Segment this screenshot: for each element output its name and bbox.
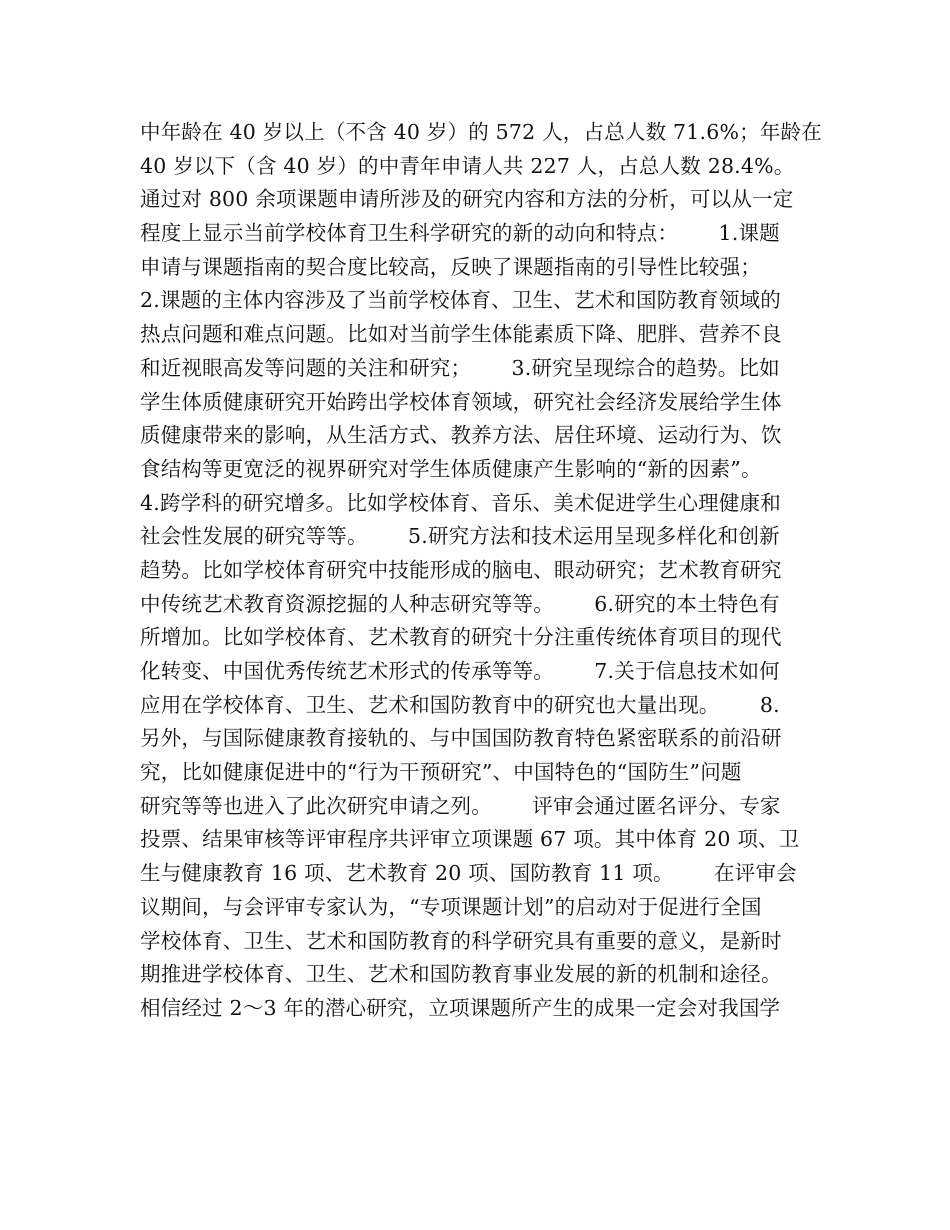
text-line: 申请与课题指南的契合度比较高，反映了课题指南的引导性比较强； <box>140 254 761 279</box>
text-line: 和近视眼高发等问题的关注和研究； 3.研究呈现综合的趋势。比如 <box>140 355 780 380</box>
text-line: 质健康带来的影响，从生活方式、教养方法、居住环境、运动行为、饮 <box>140 423 782 448</box>
text-line: 程度上显示当前学校体育卫生科学研究的新的动向和特点： 1.课题 <box>140 221 780 246</box>
text-line: 化转变、中国优秀传统艺术形式的传承等等。 7.关于信息技术如何 <box>140 659 780 683</box>
text-line: 学生体质健康研究开始跨出学校体育领域，研究社会经济发展给学生体 <box>140 389 782 414</box>
text-line: 通过对 800 余项课题申请所涉及的研究内容和方法的分析，可以从一定 <box>140 187 794 212</box>
text-line: 社会性发展的研究等等。 5.研究方法和技术运用呈现多样化和创新 <box>140 524 780 549</box>
body-text <box>140 116 820 1026</box>
text-line: 相信经过 2～3 年的潜心研究，立项课题所产生的成果一定会对我国学 <box>140 995 781 1020</box>
text-line: 趋势。比如学校体育研究中技能形成的脑电、眼动研究；艺术教育研究 <box>140 557 782 582</box>
text-line: 中传统艺术教育资源挖掘的人种志研究等等。 6.研究的本土特色有 <box>140 591 780 616</box>
text-line: 期推进学校体育、卫生、艺术和国防教育事业发展的新的机制和途径。 <box>140 962 782 987</box>
text-line: 学校体育、卫生、艺术和国防教育的科学研究具有重要的意义，是新时 <box>140 928 782 953</box>
text-line: 40 岁以下（含 40 岁）的中青年申请人共 227 人，占总人数 28.4%。 <box>140 153 795 178</box>
text-line: 所增加。比如学校体育、艺术教育的研究十分注重传统体育项目的现代 <box>140 625 782 650</box>
text-line: 热点问题和难点问题。比如对当前学生体能素质下降、肥胖、营养不良 <box>140 322 782 347</box>
text-line: 应用在学校体育、卫生、艺术和国防教育中的研究也大量出现。 8. <box>140 692 780 717</box>
text-line: 4.跨学科的研究增多。比如学校体育、音乐、美术促进学生心理健康和 <box>140 490 781 515</box>
text-line: 生与健康教育 16 项、艺术教育 20 项、国防教育 11 项。 在评审会 <box>140 861 797 886</box>
text-line: 2.课题的主体内容涉及了当前学校体育、卫生、艺术和国防教育领域的 <box>140 288 781 313</box>
text-line: 议期间，与会评审专家认为，“专项课题计划”的启动对于促进行全国 <box>140 894 762 919</box>
text-line: 究，比如健康促进中的“行为干预研究”、中国特色的“国防生”问题 <box>140 760 742 785</box>
text-line: 中年龄在 40 岁以上（不含 40 岁）的 572 人，占总人数 71.6%；年龄在 <box>140 120 822 144</box>
text-line: 另外，与国际健康教育接轨的、与中国国防教育特色紧密联系的前沿研 <box>140 726 782 751</box>
text-line: 投票、结果审核等评审程序共评审立项课题 67 项。其中体育 20 项、卫 <box>140 827 800 852</box>
text-line: 食结构等更宽泛的视界研究对学生体质健康产生影响的“新的因素”。 <box>140 456 762 481</box>
text-line: 研究等等也进入了此次研究申请之列。 评审会通过匿名评分、专家 <box>140 793 781 818</box>
